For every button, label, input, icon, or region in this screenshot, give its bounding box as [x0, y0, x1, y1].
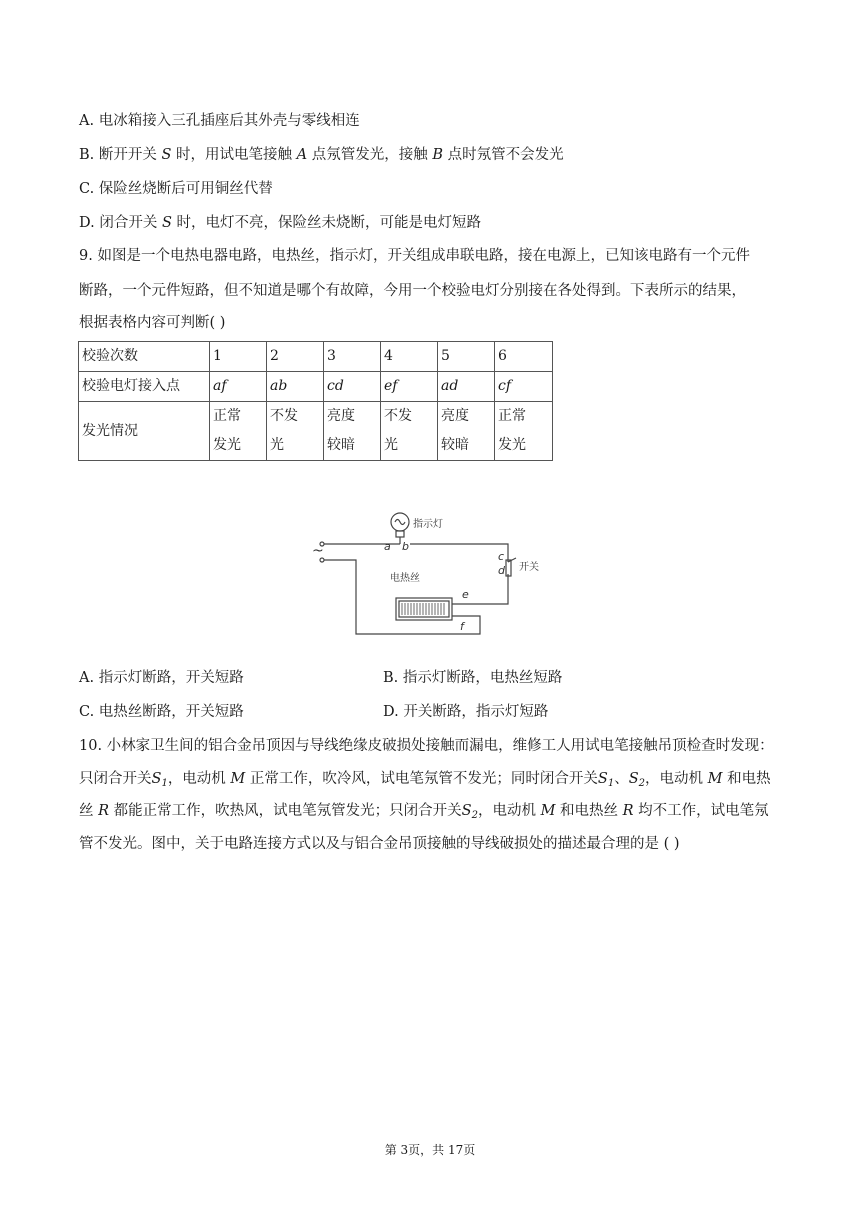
heater-label: 电热丝: [390, 573, 420, 584]
switch-label: 开关: [519, 562, 539, 573]
wire: [452, 574, 508, 604]
q9-option-d: D. 开关断路，指示灯短路: [383, 704, 549, 720]
q9-option-c: C. 电热丝断路，开关短路: [79, 704, 244, 720]
lamp-label: 指示灯: [413, 519, 443, 530]
q10-stem-line2: 只闭合开关$S_1$，电动机 M 正常工作，吹冷风，试电笔氖管不发光；同时闭合开关$S_1$、$S_2$，电动机 M 和电热: [79, 771, 771, 789]
table-cell: 4: [381, 342, 438, 372]
q9-stem-line1: 9. 如图是一个电热电器电路，电热丝，指示灯，开关组成串联电路，接在电源上，已知该电路有一个元件: [79, 248, 750, 264]
q9-results-table: [78, 341, 553, 461]
table-cell: 正常 发光: [210, 402, 267, 461]
table-cell: ef: [381, 372, 438, 402]
table-cell: 5: [438, 342, 495, 372]
table-cell: af: [210, 372, 267, 402]
point-c: c: [498, 550, 505, 563]
q8-option-c: C. 保险丝烧断后可用铜丝代替: [79, 181, 273, 197]
table-cell: ab: [267, 372, 324, 402]
table-row: [79, 402, 553, 461]
table-cell: 2: [267, 342, 324, 372]
table-cell: 校验次数: [79, 342, 210, 372]
source-symbol: ~: [312, 543, 324, 559]
point-b: b: [402, 540, 409, 553]
wire: [410, 544, 508, 562]
q8-option-d: D. 闭合开关 S 时，电灯不亮，保险丝未烧断，可能是电灯短路: [79, 215, 481, 231]
page-footer: 第 3页，共 17页: [384, 1143, 476, 1157]
point-a: a: [384, 540, 391, 553]
q10-stem-line3: 丝 R 都能正常工作，吹热风，试电笔氖管发光；只闭合开关$S_2$，电动机 M 和电热丝 R 均不工作，试电笔氖: [79, 803, 769, 821]
table-cell: cf: [495, 372, 553, 402]
table-cell: 正常 发光: [495, 402, 553, 461]
q9-stem-line2: 断路，一个元件短路，但不知道是哪个有故障，今用一个校验电灯分别接在各处得到。下表所示的结果，: [79, 283, 746, 299]
table-cell: 6: [495, 342, 553, 372]
point-d: d: [498, 564, 505, 577]
table-row: [79, 342, 553, 372]
lamp-filament: [395, 520, 405, 525]
table-cell: 1: [210, 342, 267, 372]
heater-inner: [399, 601, 449, 617]
wire: [324, 560, 480, 634]
lamp-base: [396, 531, 404, 537]
table-cell: 亮度 较暗: [324, 402, 381, 461]
table-cell: 不发 光: [381, 402, 438, 461]
table-cell: 发光情况: [79, 402, 210, 461]
q8-option-a: A. 电冰箱接入三孔插座后其外壳与零线相连: [79, 113, 360, 129]
table-row: [79, 372, 553, 402]
point-f: f: [460, 620, 464, 633]
q8-option-b: B. 断开开关 S 时，用试电笔接触 A 点氖管发光，接触 B 点时氖管不会发光: [79, 147, 564, 163]
q9-stem-line3: 根据表格内容可判断( ): [79, 315, 226, 331]
table-cell: 亮度 较暗: [438, 402, 495, 461]
table-cell: 校验电灯接入点: [79, 372, 210, 402]
table-cell: cd: [324, 372, 381, 402]
q9-option-b: B. 指示灯断路，电热丝短路: [383, 670, 563, 686]
q9-option-a: A. 指示灯断路，开关短路: [79, 670, 244, 686]
table-cell: 不发 光: [267, 402, 324, 461]
q10-stem-line4: 管不发光。图中，关于电路连接方式以及与铝合金吊顶接触的导线破损处的描述最合理的是 ( ): [79, 836, 680, 852]
table-cell: 3: [324, 342, 381, 372]
point-e: e: [462, 588, 469, 601]
table-cell: ad: [438, 372, 495, 402]
q9-circuit-diagram: [300, 500, 560, 640]
heater-coils: [402, 603, 444, 615]
q10-stem-line1: 10. 小林家卫生间的铝合金吊顶因与导线绝缘皮破损处接触而漏电，维修工人用试电笔接触吊顶检查时发现：: [79, 738, 774, 754]
